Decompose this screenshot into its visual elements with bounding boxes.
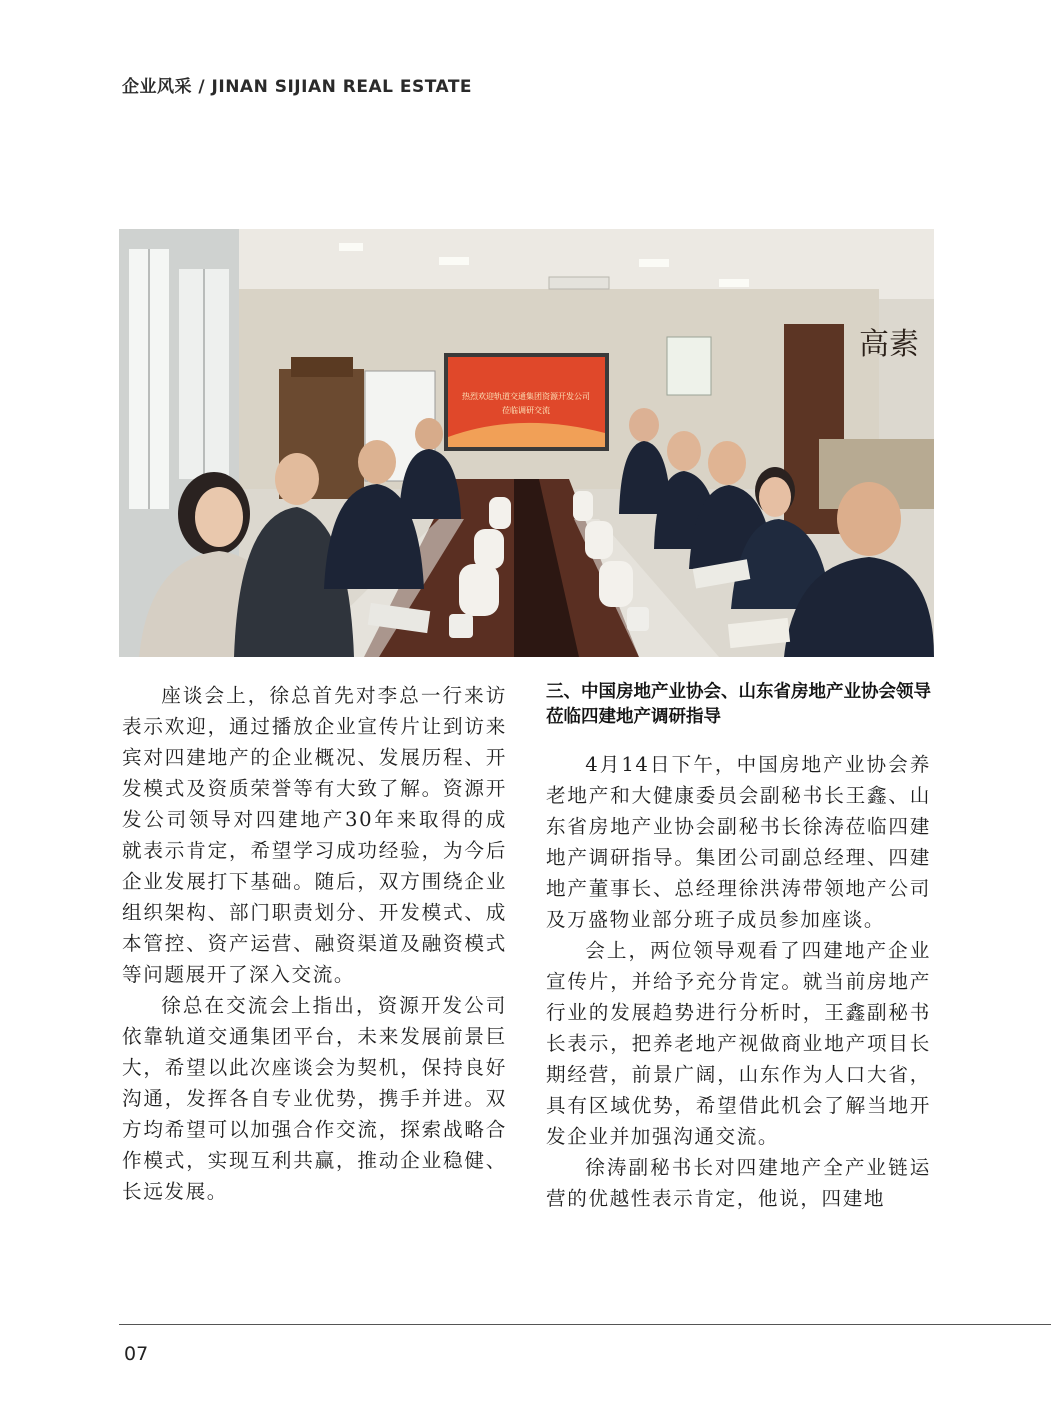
section-title: 三、中国房地产业协会、山东省房地产业协会领导莅临四建地产调研指导	[546, 682, 931, 727]
screen-line-1: 热烈欢迎轨道交通集团资源开发公司	[462, 392, 590, 401]
paragraph: 会上，两位领导观看了四建地产企业宣传片，并给予充分肯定。就当前房地产行业的发展趋势进行分析时，王鑫副秘书长表示，把养老地产视做商业地产项目长期经营，前景广阔，山东作为人口大省，具有区域优势，希望借此机会了解当地开发企业并加强沟通交流。	[546, 939, 931, 1148]
meeting-photo	[119, 229, 934, 657]
page-number: 07	[124, 1343, 149, 1365]
right-column	[546, 680, 931, 1214]
footer-divider	[119, 1324, 1051, 1325]
left-column	[122, 680, 507, 1207]
paragraph: 徐涛副秘书长对四建地产全产业链运营的优越性表示肯定，他说，四建地	[546, 1156, 931, 1210]
paragraph: 座谈会上，徐总首先对李总一行来访表示欢迎，通过播放企业宣传片让到访来宾对四建地产的企业概况、发展历程、开发模式及资质荣誉等有大致了解。资源开发公司领导对四建地产30年来取得的成就表示肯定，希望学习成功经验，为今后企业发展打下基础。随后，双方围绕企业组织架构、部门职责划分、开发模式、成本管控、资产运营、融资渠道及融资模式等问题展开了深入交流。	[122, 684, 507, 986]
running-header: 企业风采 / JINAN SIJIAN REAL ESTATE	[122, 77, 473, 97]
screen-line-2: 莅临调研交流	[502, 406, 550, 415]
wall-calligraphy: 高素	[859, 327, 919, 362]
paragraph: 徐总在交流会上指出，资源开发公司依靠轨道交通集团平台，未来发展前景巨大，希望以此次座谈会为契机，保持良好沟通，发挥各自专业优势，携手并进。双方均希望可以加强合作交流，探索战略合作模式，实现互利共赢，推动企业稳健、长远发展。	[122, 994, 507, 1203]
paragraph: 4月14日下午，中国房地产业协会养老地产和大健康委员会副秘书长王鑫、山东省房地产业协会副秘书长徐涛莅临四建地产调研指导。集团公司副总经理、四建地产董事长、总经理徐洪涛带领地产公司及万盛物业部分班子成员参加座谈。	[546, 753, 931, 931]
